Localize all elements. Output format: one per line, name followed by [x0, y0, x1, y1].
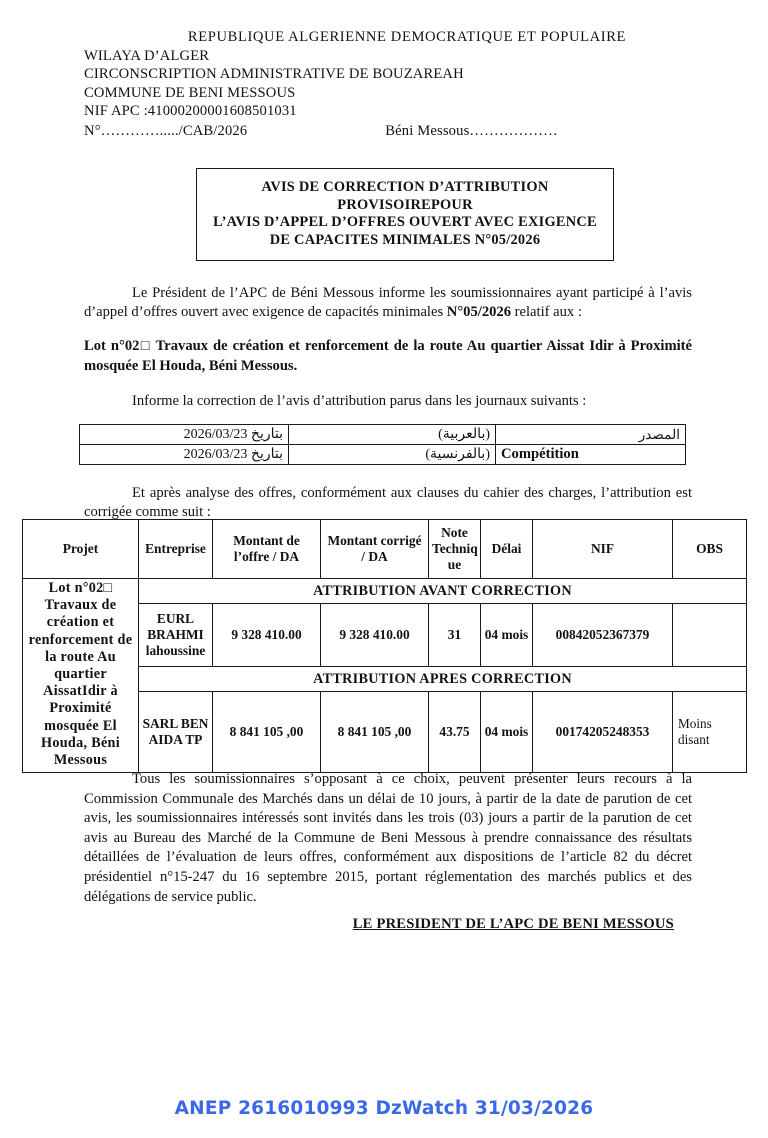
header-obs: OBS: [673, 520, 747, 579]
cell-montant-offre-apres: 8 841 105 ,00: [213, 692, 321, 773]
journal-source-ar: المصدر: [496, 425, 686, 445]
title-line-1: AVIS DE CORRECTION D’ATTRIBUTION: [261, 179, 549, 195]
journals-table: [79, 424, 686, 465]
table-row: [80, 445, 686, 465]
letterhead-circonscription: CIRCONSCRIPTION ADMINISTRATIVE DE BOUZAREAH: [84, 66, 464, 83]
recours-paragraph: Tous les soumissionnaires s’opposant à ce choix, peuvent présenter leurs recours à la Commission Communale des Marchés dans un délai de 10 jours, à partir de la date de parution de cet avis, les soumissionnaires intéressés sont invités dans les trois (03) jours a partir de la parution de cet avis au Bureau des Marché de la Commune de Beni Messous à prendre connaissance des résultats détaillées de l’évaluation de leurs offres, conformément aux dispositions de l’article 82 du décret présidentiel n°15-247 du 16 septembre 2015, portant réglementation des marchés publics et des délégations de service public.: [84, 771, 692, 905]
intro-tender-number: N°05/2026: [446, 304, 512, 321]
notice-title-box: [196, 168, 614, 261]
cell-montant-corrige-avant: 9 328 410.00: [321, 604, 429, 667]
cell-note-technique-avant: 31: [429, 604, 481, 667]
header-montant-offre: Montant de l’offre / DA: [213, 520, 321, 579]
letterhead-republic: REPUBLIQUE ALGERIENNE DEMOCRATIQUE ET POPULAIRE: [187, 29, 627, 45]
letterhead-nif-apc: NIF APC :41000200001608501031: [84, 103, 297, 120]
signature-title: LE PRESIDENT DE L’APC DE BENI MESSOUS: [352, 916, 674, 932]
anep-footer: ANEP 2616010993 DzWatch 31/03/2026: [174, 1098, 594, 1119]
journal-source-fr: Compétition: [496, 445, 686, 465]
letterhead-place-date: Béni Messous………………: [385, 122, 558, 139]
letterhead-reference: N°…………...../CAB/2026: [84, 122, 248, 139]
cell-obs-apres: Moins disant: [673, 692, 747, 773]
cell-nif-avant: 00842052367379: [533, 604, 673, 667]
letterhead-commune: COMMUNE DE BENI MESSOUS: [84, 84, 296, 101]
lot-description: Lot n°02□ Travaux de création et renforcement de la route Au quartier Aissat Idir à Proximité mosquée El Houda, Béni Messous.: [84, 338, 692, 374]
signature-block: [84, 916, 692, 933]
header-delai: Délai: [481, 520, 533, 579]
intro-text-part1: Le Président de l’APC de Béni Messous informe les soumissionnaires ayant participé à l’avis d’appel d’offres ouvert avec exigence de capacités minimales: [84, 285, 692, 321]
header-note-technique: Note Techniq ue: [429, 520, 481, 579]
journal-date-fr: بتاريخ 2026/03/23: [80, 445, 289, 465]
cell-nif-apres: 00174205248353: [533, 692, 673, 773]
table-row: [80, 425, 686, 445]
intro-paragraph: [84, 284, 692, 323]
informe-paragraph: Informe la correction de l’avis d’attribution parus dans les journaux suivants :: [132, 393, 587, 409]
header-entreprise: Entreprise: [139, 520, 213, 579]
journal-date-ar: بتاريخ 2026/03/23: [80, 425, 289, 445]
journal-language-ar: (بالعربية): [289, 425, 496, 445]
cell-montant-corrige-apres: 8 841 105 ,00: [321, 692, 429, 773]
title-line-3: L’AVIS D’APPEL D’OFFRES OUVERT AVEC EXIGENCE: [213, 214, 597, 231]
cell-delai-apres: 04 mois: [481, 692, 533, 773]
banner-attribution-avant-correction: ATTRIBUTION AVANT CORRECTION: [139, 579, 747, 604]
header-projet: Projet: [23, 520, 139, 579]
title-line-2: PROVISOIREPOUR: [337, 196, 473, 213]
letterhead: [84, 28, 704, 141]
banner-attribution-apres-correction: ATTRIBUTION APRES CORRECTION: [139, 667, 747, 692]
journal-language-fr: (بالفرنسية): [289, 445, 496, 465]
apres-analyse-paragraph: Et après analyse des offres, conformément aux clauses du cahier des charges, l’attribution est corrigée comme suit :: [84, 485, 692, 521]
title-line-4: DE CAPACITES MINIMALES N°05/2026: [269, 231, 541, 248]
letterhead-wilaya: WILAYA D’ALGER: [84, 47, 210, 64]
header-nif: NIF: [533, 520, 673, 579]
letterhead-reference-row: [84, 122, 704, 141]
cell-obs-avant: [673, 604, 747, 667]
intro-text-part2: relatif aux :: [511, 304, 582, 321]
cell-project-description: Lot n°02□ Travaux de création et renforcement de la route Au quartier AissatIdir à Proximité mosquée El Houda, Béni Messous: [23, 579, 139, 773]
cell-montant-offre-avant: 9 328 410.00: [213, 604, 321, 667]
attribution-table: [22, 519, 747, 773]
cell-delai-avant: 04 mois: [481, 604, 533, 667]
table-row: [23, 579, 747, 604]
cell-entreprise-apres: SARL BEN AIDA TP: [139, 692, 213, 773]
attribution-header-row: [23, 520, 747, 579]
cell-note-technique-apres: 43.75: [429, 692, 481, 773]
header-montant-corrige: Montant corrigé / DA: [321, 520, 429, 579]
cell-entreprise-avant: EURL BRAHMI lahoussine: [139, 604, 213, 667]
